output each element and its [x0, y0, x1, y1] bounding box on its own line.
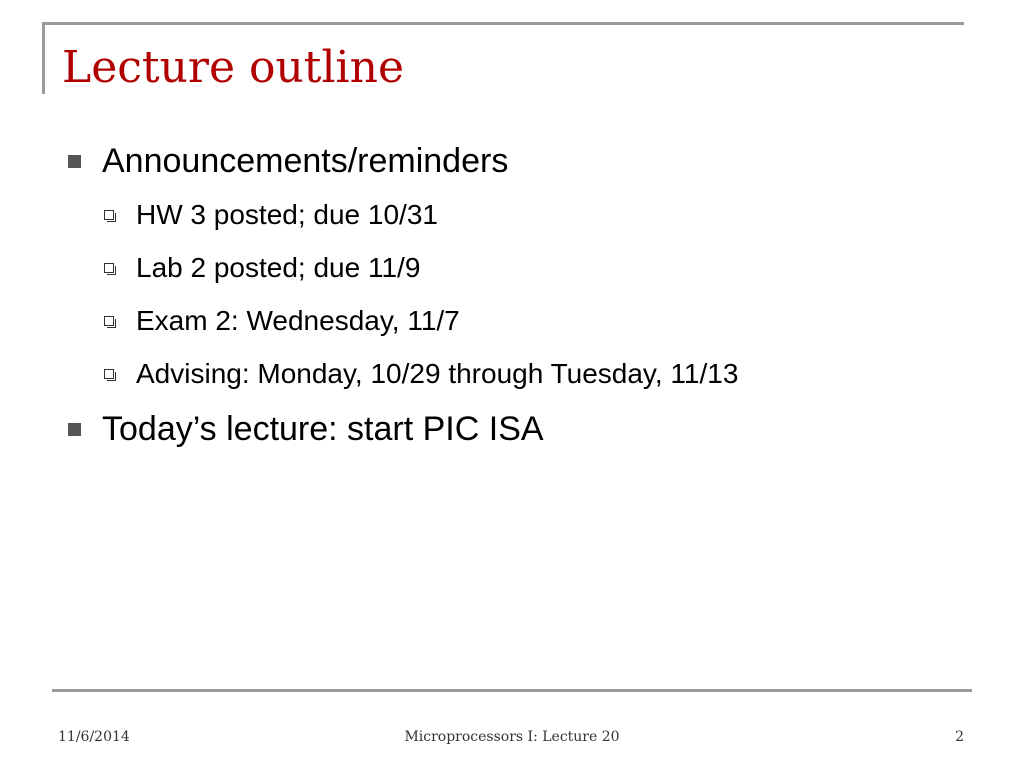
sub-bullet-lab2 [62, 241, 982, 294]
footer-date: 11/6/2014 [58, 729, 130, 745]
bullet-text: Today’s lecture: start PIC ISA [102, 409, 544, 448]
hollow-square-bullet-icon [104, 210, 114, 220]
footer-rule [52, 689, 972, 692]
sub-bullet-text: Advising: Monday, 10/29 through Tuesday, 11/13 [136, 357, 739, 389]
sub-bullet-text: HW 3 posted; due 10/31 [136, 198, 438, 230]
sub-bullet-exam2 [62, 294, 982, 347]
title-frame-top-rule [42, 22, 964, 25]
bullet-todays-lecture [62, 406, 982, 452]
bullet-announcements [62, 138, 982, 184]
title-frame-left-rule [42, 22, 45, 94]
footer-course-title: Microprocessors I: Lecture 20 [404, 729, 620, 745]
square-bullet-icon [68, 155, 81, 168]
bullet-text: Announcements/reminders [102, 141, 509, 180]
sub-bullet-advising [62, 347, 982, 400]
sub-bullet-hw3 [62, 188, 982, 241]
hollow-square-bullet-icon [104, 263, 114, 273]
slide-title: Lecture outline [62, 42, 405, 93]
announcements-sublist [62, 188, 982, 400]
slide-number: 2 [955, 729, 964, 745]
slide-content [62, 138, 982, 452]
square-bullet-icon [68, 423, 81, 436]
sub-bullet-text: Lab 2 posted; due 11/9 [136, 251, 421, 283]
hollow-square-bullet-icon [104, 316, 114, 326]
sub-bullet-text: Exam 2: Wednesday, 11/7 [136, 304, 460, 336]
hollow-square-bullet-icon [104, 369, 114, 379]
